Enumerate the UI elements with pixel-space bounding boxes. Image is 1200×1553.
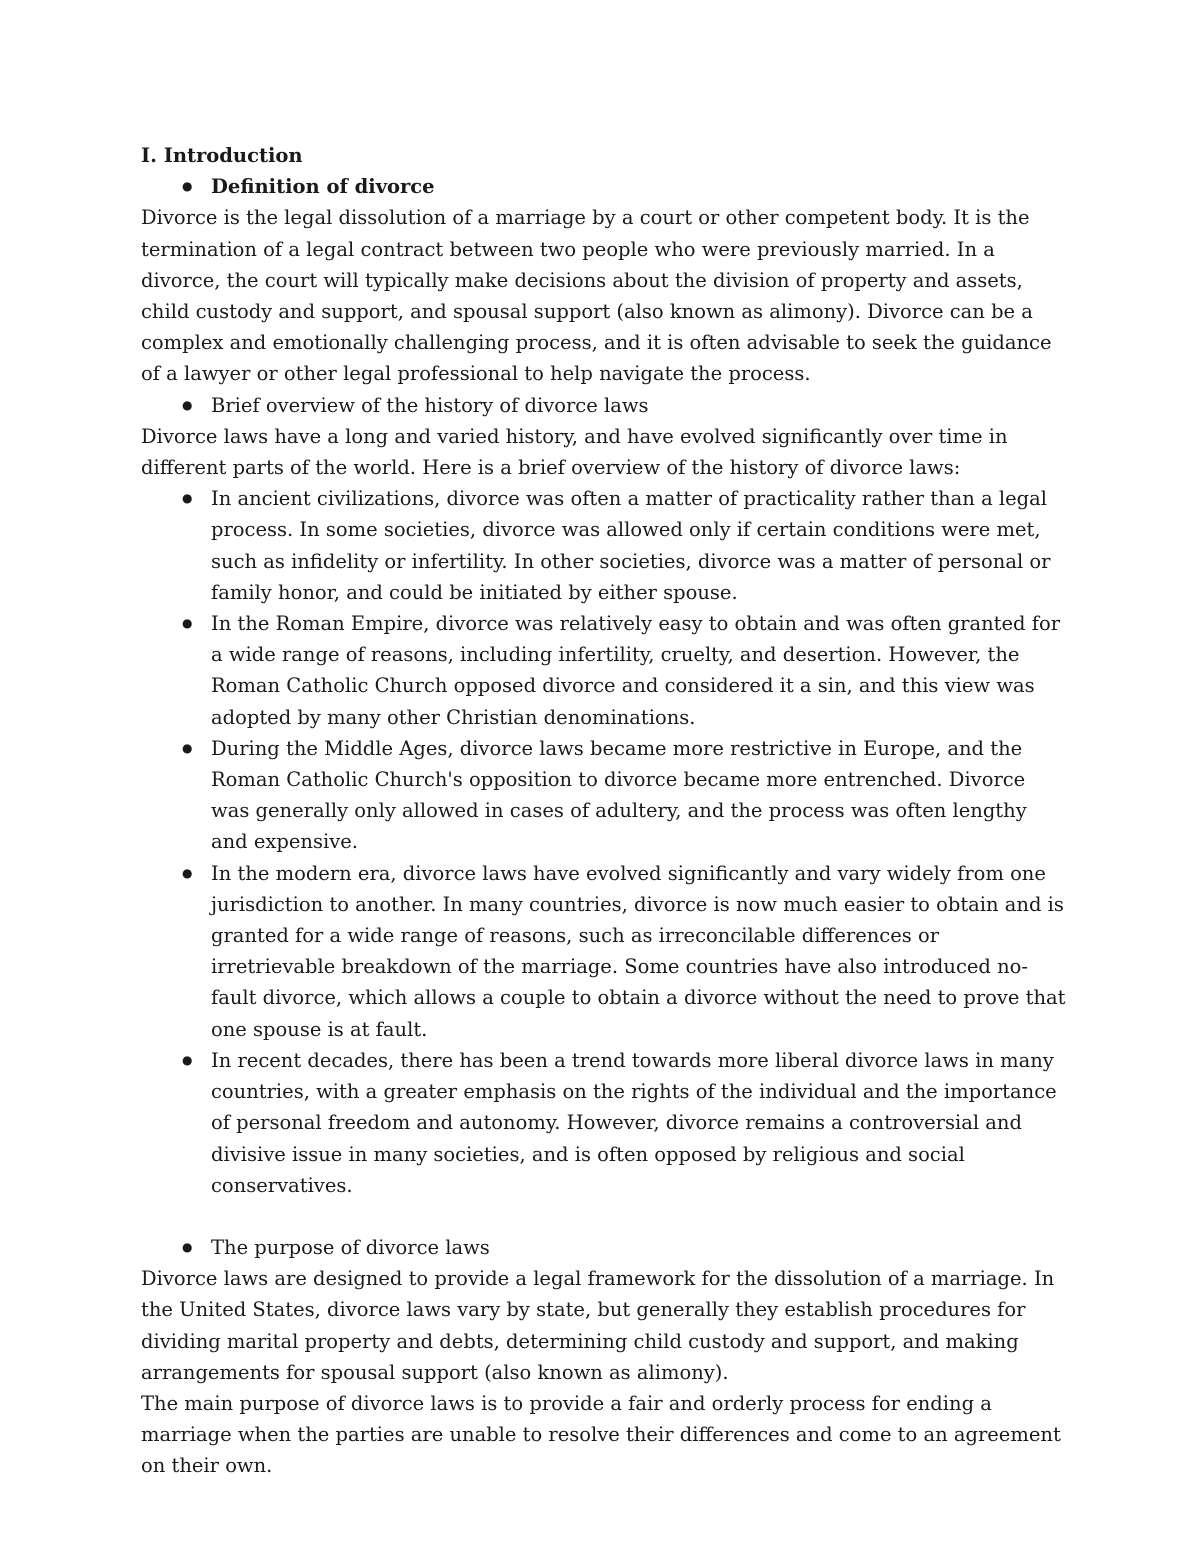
- bullet-icon: ●: [182, 397, 193, 412]
- list-item: [182, 1232, 1066, 1263]
- bullet-icon: ●: [182, 740, 193, 755]
- list-item: [182, 608, 1066, 733]
- list-item: [182, 733, 1066, 858]
- history-item-text: In the modern era, divorce laws have evolved significantly and vary widely from one jurisdiction to another. In many countries, divorce is now much easier to obtain and is granted for a wide range of reasons, such as irreconcilable differences or irretrievable breakdown of the marriage. Some countries have also introduced no-fault divorce, which allows a couple to obtain a divorce without the need to prove that one spouse is at fault.: [211, 861, 1066, 1041]
- purpose-bullet-list: [141, 1232, 1066, 1263]
- purpose-paragraph-1: Divorce laws are designed to provide a legal framework for the dissolution of a marriage. In the United States, divorce laws vary by state, but generally they establish procedures for dividing marital property and debts, determining child custody and support, and making arrangements for spousal support (also known as alimony).: [141, 1267, 1055, 1384]
- purpose-paragraph-2: The main purpose of divorce laws is to provide a fair and orderly process for ending a marriage when the parties are unable to resolve their differences and come to an agreement on their own.: [141, 1391, 1061, 1478]
- history-paragraph: Divorce laws have a long and varied history, and have evolved significantly over time in different parts of the world. Here is a brief overview of the history of divorce laws:: [141, 424, 1008, 480]
- list-item: [182, 858, 1066, 1045]
- list-item: [182, 171, 1066, 202]
- bullet-icon: ●: [182, 1052, 193, 1067]
- bullet-purpose-label: The purpose of divorce laws: [211, 1235, 490, 1259]
- history-item-text: In ancient civilizations, divorce was often a matter of practicality rather than a legal process. In some societies, divorce was allowed only if certain conditions were met, such as infidelity or infertility. In other societies, divorce was a matter of personal or family honor, and could be initiated by either spouse.: [211, 487, 1051, 604]
- definition-bullet-list: [141, 171, 1066, 202]
- history-item-text: In the Roman Empire, divorce was relatively easy to obtain and was often granted for a wide range of reasons, including infertility, cruelty, and desertion. However, the Roman Catholic Church opposed divorce and considered it a sin, and this view was adopted by many other Christian denominations.: [211, 612, 1061, 729]
- blank-line: [141, 1201, 1066, 1232]
- bullet-icon: ●: [182, 179, 193, 194]
- history-item-text: During the Middle Ages, divorce laws became more restrictive in Europe, and the Roman Catholic Church's opposition to divorce became more entrenched. Divorce was generally only allowed in cases of adultery, and the process was often lengthy and expensive.: [211, 736, 1027, 854]
- bullet-history-label: Brief overview of the history of divorce laws: [211, 393, 649, 417]
- bullet-icon: ●: [182, 491, 193, 506]
- bullet-icon: ●: [182, 1239, 193, 1254]
- list-item: [182, 390, 1066, 421]
- bullet-definition-label: Definition of divorce: [211, 175, 435, 199]
- history-items-list: [141, 483, 1066, 1201]
- definition-paragraph: Divorce is the legal dissolution of a marriage by a court or other competent body. It is the termination of a legal contract between two people who were previously married. In a divorce, the court will typically make decisions about the division of property and assets, child custody and support, and spousal support (also known as alimony). Divorce can be a complex and emotionally challenging process, and it is often advisable to seek the guidance of a lawyer or other legal professional to help navigate the process.: [141, 206, 1052, 386]
- history-bullet-list: [141, 390, 1066, 421]
- history-item-text: In recent decades, there has been a trend towards more liberal divorce laws in many countries, with a greater emphasis on the rights of the individual and the importance of personal freedom and autonomy. However, divorce remains a controversial and divisive issue in many societies, and is often opposed by religious and social conservatives.: [211, 1048, 1057, 1197]
- bullet-icon: ●: [182, 616, 193, 631]
- list-item: [182, 483, 1066, 608]
- list-item: [182, 1045, 1066, 1201]
- section-heading: I. Introduction: [141, 144, 303, 167]
- document-page: [141, 140, 1066, 1482]
- bullet-icon: ●: [182, 865, 193, 880]
